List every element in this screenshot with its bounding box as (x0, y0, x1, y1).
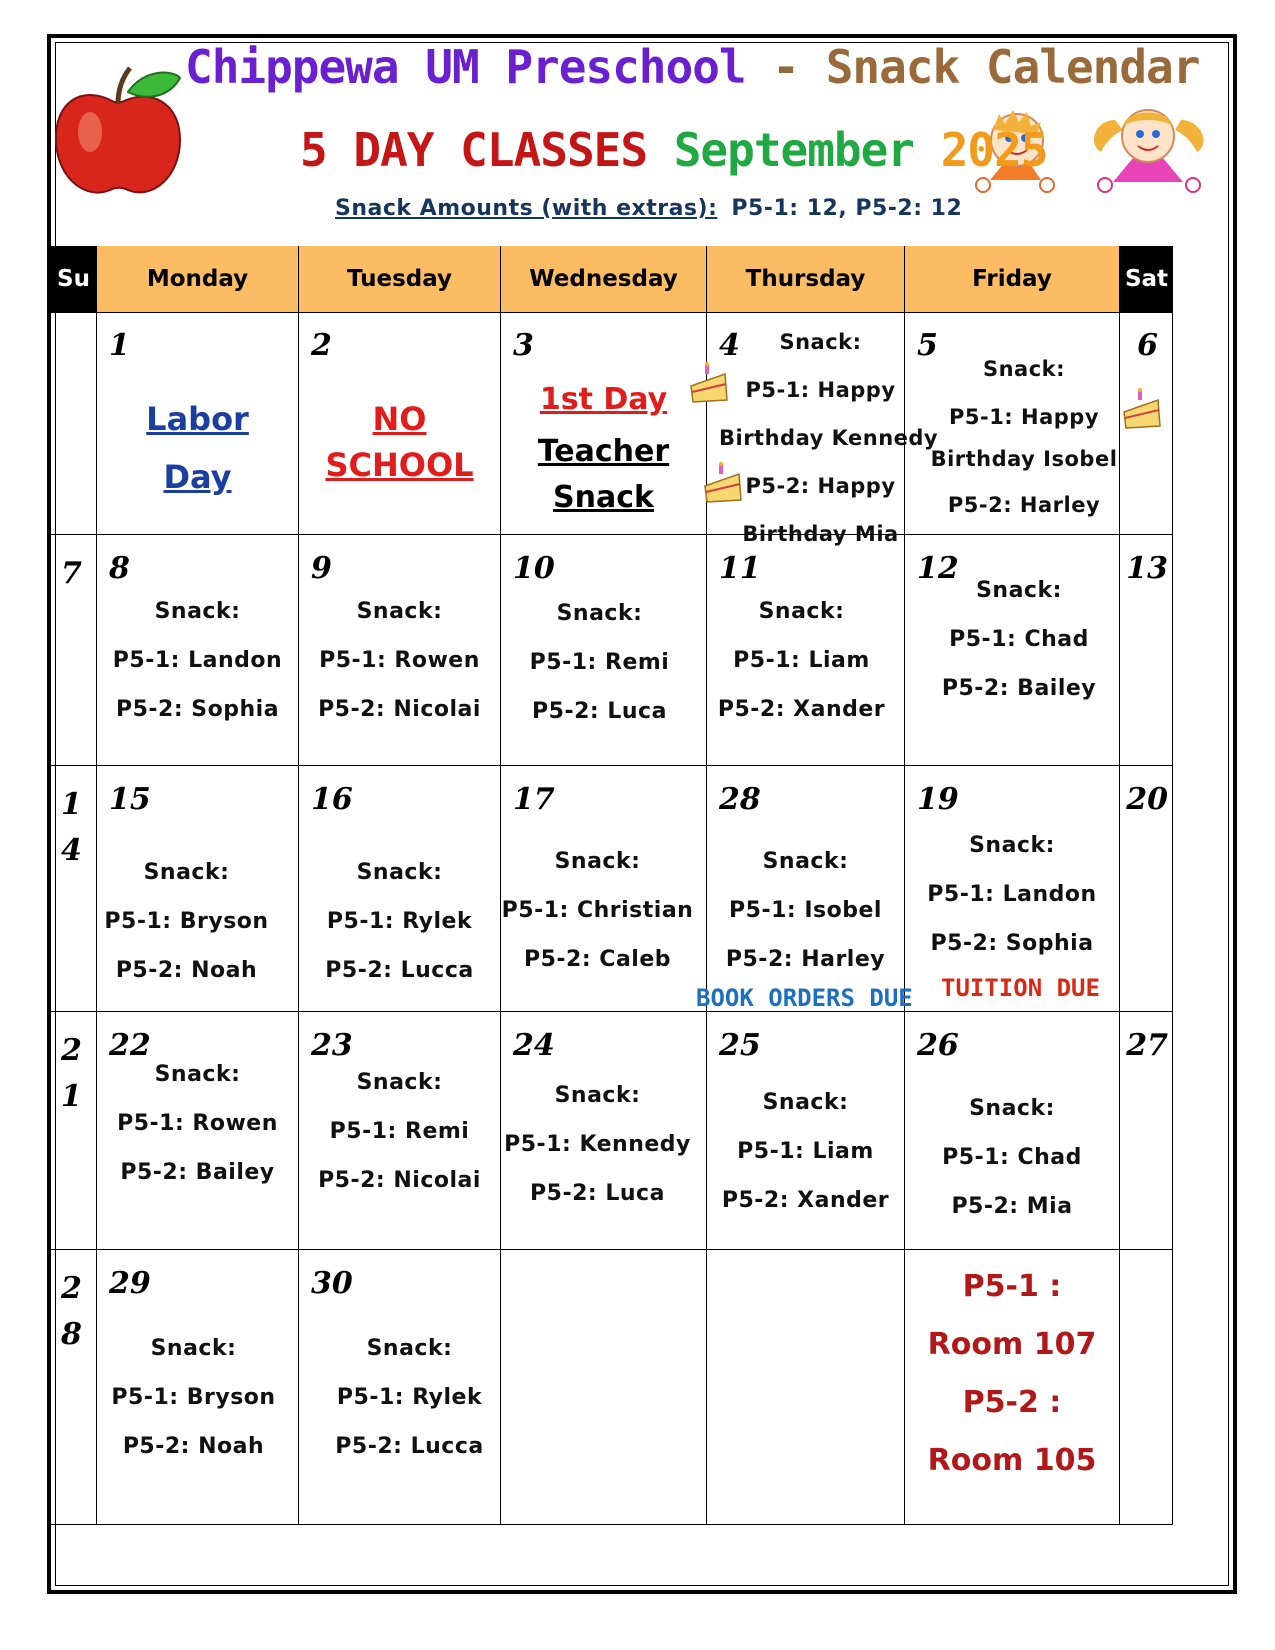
day-25: 25 Snack: P5-1: Liam P5-2: Xander (719, 1028, 890, 1213)
header-tue: Tuesday (299, 246, 501, 312)
day-29: 29 Snack: P5-1: Bryson P5-2: Noah (109, 1266, 276, 1459)
header-mon: Monday (97, 246, 299, 312)
day-8: 8 Snack: P5-1: Landon P5-2: Sophia (109, 551, 283, 722)
day-18: 28 Snack: P5-1: Isobel P5-2: Harley (719, 782, 886, 972)
day-2: 2 NO SCHOOL (311, 328, 474, 484)
header-sun: Su (51, 246, 97, 312)
day-17: 17 Snack: P5-1: Christian P5-2: Caleb (501, 782, 694, 972)
day-19: 19 Snack: P5-1: Landon P5-2: Sophia TUITION DUE (917, 782, 1100, 1002)
day-1: 1 Labor Day (109, 328, 249, 496)
title-class: 5 DAY CLASSES September 2025 (300, 123, 1048, 177)
day-3: 3 1st Day Teacher Snack (513, 328, 670, 515)
apple-icon (52, 62, 187, 202)
day-5: 5 Snack: P5-1: Happy Birthday Isobel P5-2: Harley (917, 328, 1118, 517)
room-assignments: P5-1 : Room 107 P5-2 : Room 105 (927, 1269, 1097, 1478)
day-7: 7 (61, 556, 82, 591)
calendar-grid (51, 246, 1233, 1589)
day-13: 13 (1126, 551, 1168, 586)
day-14: 1 4 (61, 787, 82, 868)
snack-amounts: Snack Amounts (with extras): P5-1: 12, P5-2: 12 (335, 196, 963, 221)
day-11: 11 Snack: P5-1: Liam P5-2: Xander (717, 551, 886, 722)
day-22: 22 Snack: P5-1: Rowen P5-2: Bailey (109, 1028, 278, 1185)
day-27: 27 (1126, 1028, 1168, 1063)
day-9: 9 Snack: P5-1: Rowen P5-2: Nicolai (311, 551, 481, 722)
day-10: 10 Snack: P5-1: Remi P5-2: Luca (513, 551, 670, 724)
day-16: 16 Snack: P5-1: Rylek P5-2: Lucca (311, 782, 474, 983)
day-28: 2 8 (61, 1271, 82, 1352)
tuition-due-note: TUITION DUE (941, 974, 1100, 1002)
day-30: 30 Snack: P5-1: Rylek P5-2: Lucca (311, 1266, 484, 1459)
day-26: 26 Snack: P5-1: Chad P5-2: Mia (917, 1028, 1082, 1219)
day-21: 2 1 (61, 1033, 82, 1114)
day-24: 24 Snack: P5-1: Kennedy P5-2: Luca (504, 1028, 691, 1206)
day-20: 20 (1126, 782, 1168, 817)
book-orders-note: BOOK ORDERS DUE (696, 984, 913, 1012)
header-wed: Wednesday (501, 246, 707, 312)
title-school: Chippewa UM Preschool - Snack Calendar (185, 40, 1200, 94)
day-23: 23 Snack: P5-1: Remi P5-2: Nicolai (311, 1028, 481, 1193)
header-sat: Sat (1120, 246, 1173, 312)
header-fri: Friday (905, 246, 1120, 312)
day-6: 6 (1120, 312, 1172, 534)
birthday-cake-icon (1120, 388, 1164, 432)
header-thu: Thursday (707, 246, 905, 312)
day-12: 12 Snack: P5-1: Chad P5-2: Bailey (917, 551, 1097, 701)
day-15: 15 Snack: P5-1: Bryson P5-2: Noah (104, 782, 269, 983)
day-4: 4 Snack: P5-1: Happy Birthday Kennedy P5-2: Happy Birthday Mia (707, 312, 904, 534)
